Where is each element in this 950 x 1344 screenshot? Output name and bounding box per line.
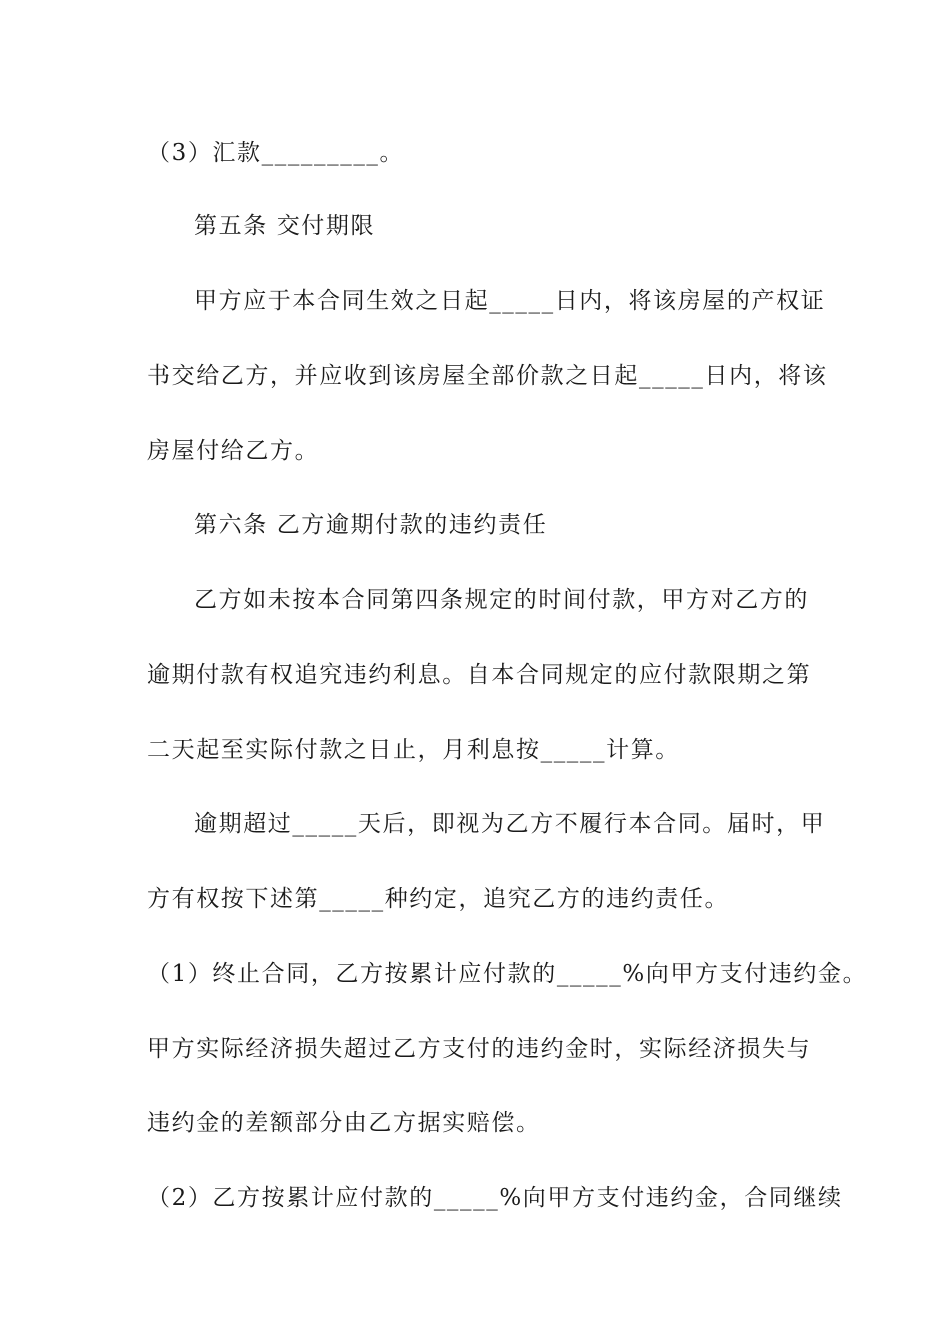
article-5-paragraph-line-1: 甲方应于本合同生效之日起_____日内，将该房屋的产权证 <box>194 288 826 314</box>
article-6-paragraph-1-line-2: 逾期付款有权追究违约利息。自本合同规定的应付款限期之第 <box>147 662 812 688</box>
option-1-line-1: （1）终止合同，乙方按累计应付款的_____%向甲方支付违约金。 <box>147 961 868 987</box>
article-5-paragraph-line-2: 书交给乙方，并应收到该房屋全部价款之日起_____日内，将该 <box>147 363 828 389</box>
article-6-paragraph-2-line-1: 逾期超过_____天后，即视为乙方不履行本合同。届时，甲 <box>194 811 826 837</box>
article-6-paragraph-1-line-3: 二天起至实际付款之日止，月利息按_____计算。 <box>147 737 680 763</box>
option-1-line-3: 违约金的差额部分由乙方据实赔偿。 <box>147 1110 541 1136</box>
article-6-paragraph-2-line-2: 方有权按下述第_____种约定，追究乙方的违约责任。 <box>147 886 730 912</box>
article-6-heading: 第六条 乙方逾期付款的违约责任 <box>194 512 548 538</box>
option-1-line-2: 甲方实际经济损失超过乙方支付的违约金时，实际经济损失与 <box>147 1036 812 1062</box>
payment-method-wire-transfer: （3）汇款_________。 <box>147 140 405 166</box>
article-5-heading: 第五条 交付期限 <box>194 213 376 239</box>
article-5-paragraph-line-3: 房屋付给乙方。 <box>147 438 320 464</box>
option-2-line-1: （2）乙方按累计应付款的_____%向甲方支付违约金，合同继续 <box>147 1185 843 1211</box>
article-6-paragraph-1-line-1: 乙方如未按本合同第四条规定的时间付款，甲方对乙方的 <box>194 587 809 613</box>
